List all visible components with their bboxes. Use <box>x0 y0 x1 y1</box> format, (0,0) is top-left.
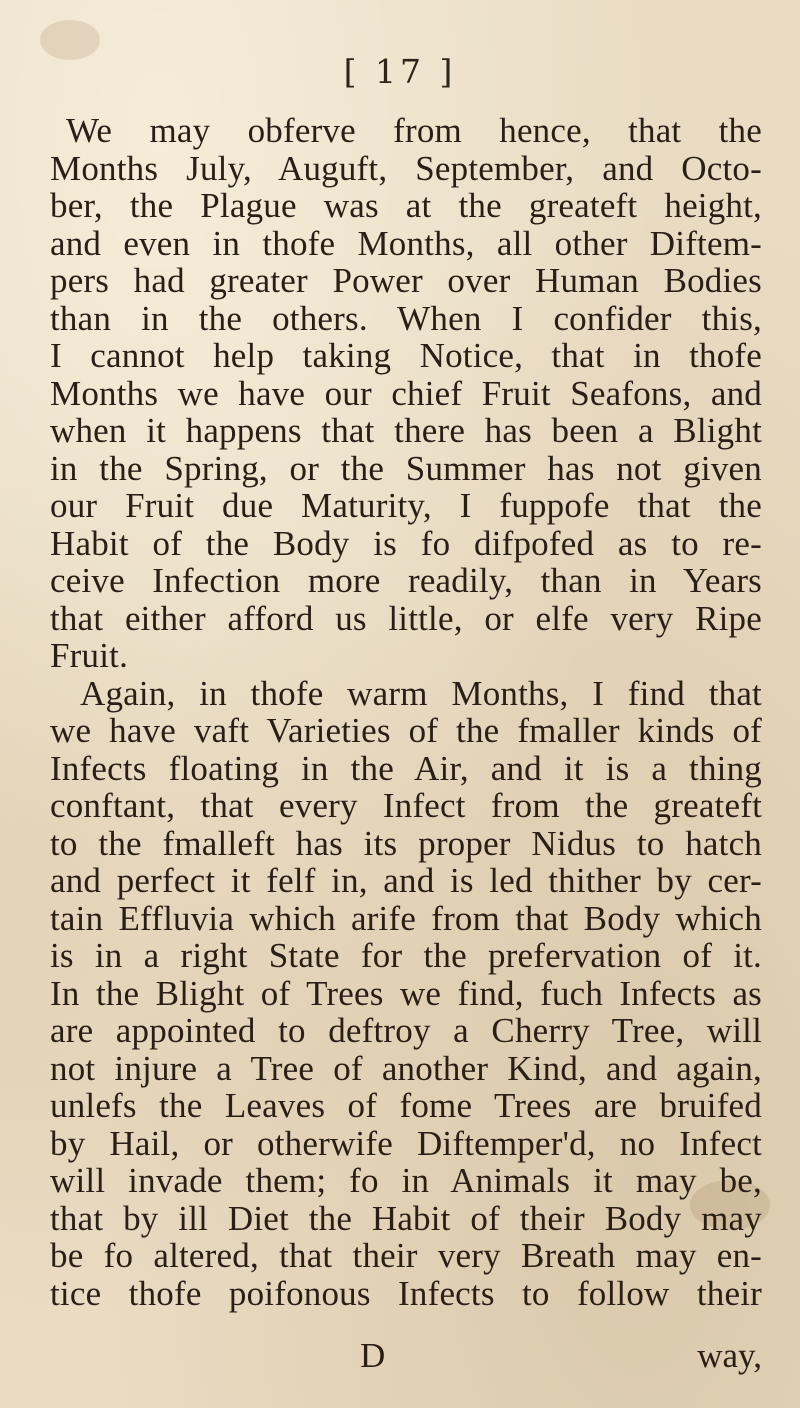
text-line: and perfect it felf in, and is led thither by cer- <box>50 861 762 900</box>
text-line: we have vaft Varieties of the fmaller kinds of <box>50 711 762 750</box>
signature-mark: D <box>360 1336 386 1375</box>
text-line: conftant, that every Infect from the greateft <box>50 786 762 825</box>
text-line: our Fruit due Maturity, I fuppofe that the <box>50 486 762 525</box>
text-line: pers had greater Power over Human Bodies <box>50 261 762 300</box>
text-line: In the Blight of Trees we find, fuch Infects as <box>50 973 762 1013</box>
text-line: that either afford us little, or elfe very Ripe <box>50 598 762 638</box>
page-number: [ 17 ] <box>343 52 457 91</box>
text-line: Months we have our chief Fruit Seafons, and <box>50 373 762 413</box>
text-line: We may obferve from hence, that the <box>66 111 762 150</box>
text-line: when it happens that there has been a Blight <box>50 411 762 450</box>
text-line: that by ill Diet the Habit of their Body may <box>50 1198 762 1238</box>
text-line: ceive Infection more readily, than in Years <box>50 561 762 600</box>
text-line: are appointed to deftroy a Cherry Tree, will <box>50 1011 762 1050</box>
text-line: be fo altered, that their very Breath may en- <box>50 1236 762 1275</box>
text-line: to the fmalleft has its proper Nidus to hatch <box>50 823 762 863</box>
text-line: tice thofe poifonous Infects to follow their <box>50 1273 762 1313</box>
text-line: by Hail, or otherwife Diftemper'd, no Infect <box>50 1123 762 1163</box>
text-line: not injure a Tree of another Kind, and again, <box>50 1048 762 1088</box>
text-line: Again, in thofe warm Months, I find that <box>80 673 762 713</box>
text-line: Infects floating in the Air, and it is a thing <box>50 748 762 788</box>
body-text <box>50 112 762 1312</box>
text-line: Months July, Auguft, September, and Octo- <box>50 148 762 188</box>
text-line: will invade them; fo in Animals it may be, <box>50 1161 762 1200</box>
text-line: I cannot help taking Notice, that in thofe <box>50 336 762 375</box>
page-footer <box>50 1336 762 1380</box>
text-line: in the Spring, or the Summer has not given <box>50 448 762 488</box>
text-line: ber, the Plague was at the greateft height, <box>50 186 762 225</box>
text-line: tain Effluvia which arife from that Body which <box>50 898 762 938</box>
text-line: than in the others. When I confider this, <box>50 298 762 338</box>
text-line: unlefs the Leaves of fome Trees are bruifed <box>50 1086 762 1125</box>
text-line: Habit of the Body is fo difpofed as to re- <box>50 523 762 563</box>
text-line: and even in thofe Months, all other Diftem- <box>50 223 762 263</box>
text-line: is in a right State for the prefervation of it. <box>50 936 762 975</box>
text-line: Fruit. <box>50 636 129 675</box>
catchword: way, <box>697 1336 762 1375</box>
